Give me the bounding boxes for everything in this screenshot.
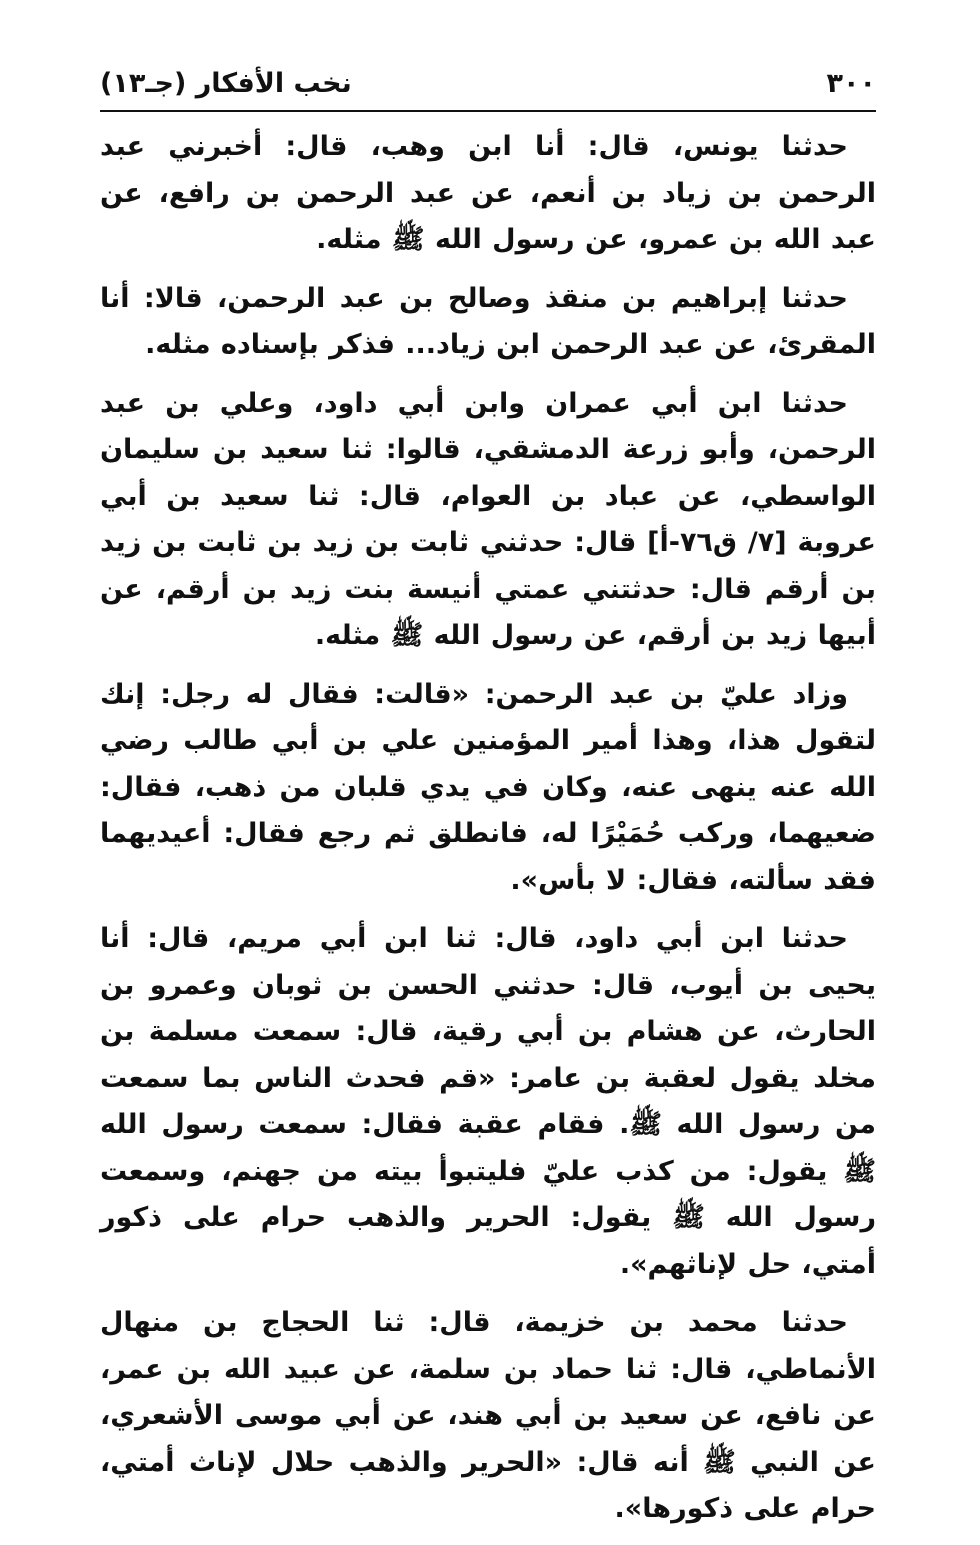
paragraph-4: وزاد عليّ بن عبد الرحمن: «قالت: فقال له رجل: إنك لتقول هذا، وهذا أمير المؤمنين علي بن أبي طالب رضي الله عنه ينهى عنه، وكان في يدي قلبان من ذهب، فقال: ضعيهما، وركب حُمَيْرًا له، فانطلق ثم رجع فقال: أعيديهما فقد سألته، فقال: لا بأس». <box>100 678 876 896</box>
running-title: نخب الأفكار (جـ١٣) <box>100 68 352 99</box>
header-divider <box>100 110 876 112</box>
paragraph-2: حدثنا إبراهيم بن منقذ وصالح بن عبد الرحمن، قالا: أنا المقرئ، عن عبد الرحمن ابن زياد... فذكر بإسناده مثله. <box>100 282 876 360</box>
paragraph-3: حدثنا ابن أبي عمران وابن أبي داود، وعلي بن عبد الرحمن، وأبو زرعة الدمشقي، قالوا: ثنا سعيد بن سليمان الواسطي، عن عباد بن العوام، قال: ثنا سعيد بن أبي عروبة [٧/ ق٧٦-أ] قال: حدثني ثابت بن زيد بن ثابت بن زيد بن أرقم قال: حدثتني عمتي أنيسة بنت زيد بن أرقم، عن أبيها زيد بن أرقم، عن رسول الله ﷺ مثله. <box>100 387 876 651</box>
paragraph-5: حدثنا ابن أبي داود، قال: ثنا ابن أبي مريم، قال: أنا يحيى بن أيوب، قال: حدثني الحسن بن ثوبان وعمرو بن الحارث، عن هشام بن أبي رقية، قال: سمعت مسلمة بن مخلد يقول لعقبة بن عامر: «قم فحدث الناس بما سمعت من رسول الله ﷺ. فقام عقبة فقال: سمعت رسول الله ﷺ يقول: من كذب عليّ فليتبوأ بيته من جهنم، وسمعت رسول الله ﷺ يقول: الحرير والذهب حرام على ذكور أمتي، حل لإناثهم». <box>100 923 876 1280</box>
page-number: ٣٠٠ <box>826 68 876 99</box>
paragraph-1: حدثنا يونس، قال: أنا ابن وهب، قال: أخبرني عبد الرحمن بن زياد بن أنعم، عن عبد الرحمن بن رافع، عن عبد الله بن عمرو، عن رسول الله ﷺ مثله. <box>100 131 876 255</box>
page-header <box>100 62 876 106</box>
paragraph-6: حدثنا محمد بن خزيمة، قال: ثنا الحجاج بن منهال الأنماطي، قال: ثنا حماد بن سلمة، عن عبيد الله بن عمر، عن نافع، عن سعيد بن أبي هند، عن أبي موسى الأشعري، عن النبي ﷺ أنه قال: «الحرير والذهب حلال لإناث أمتي، حرام على ذكورها». <box>100 1307 876 1524</box>
main-text <box>100 124 876 1545</box>
